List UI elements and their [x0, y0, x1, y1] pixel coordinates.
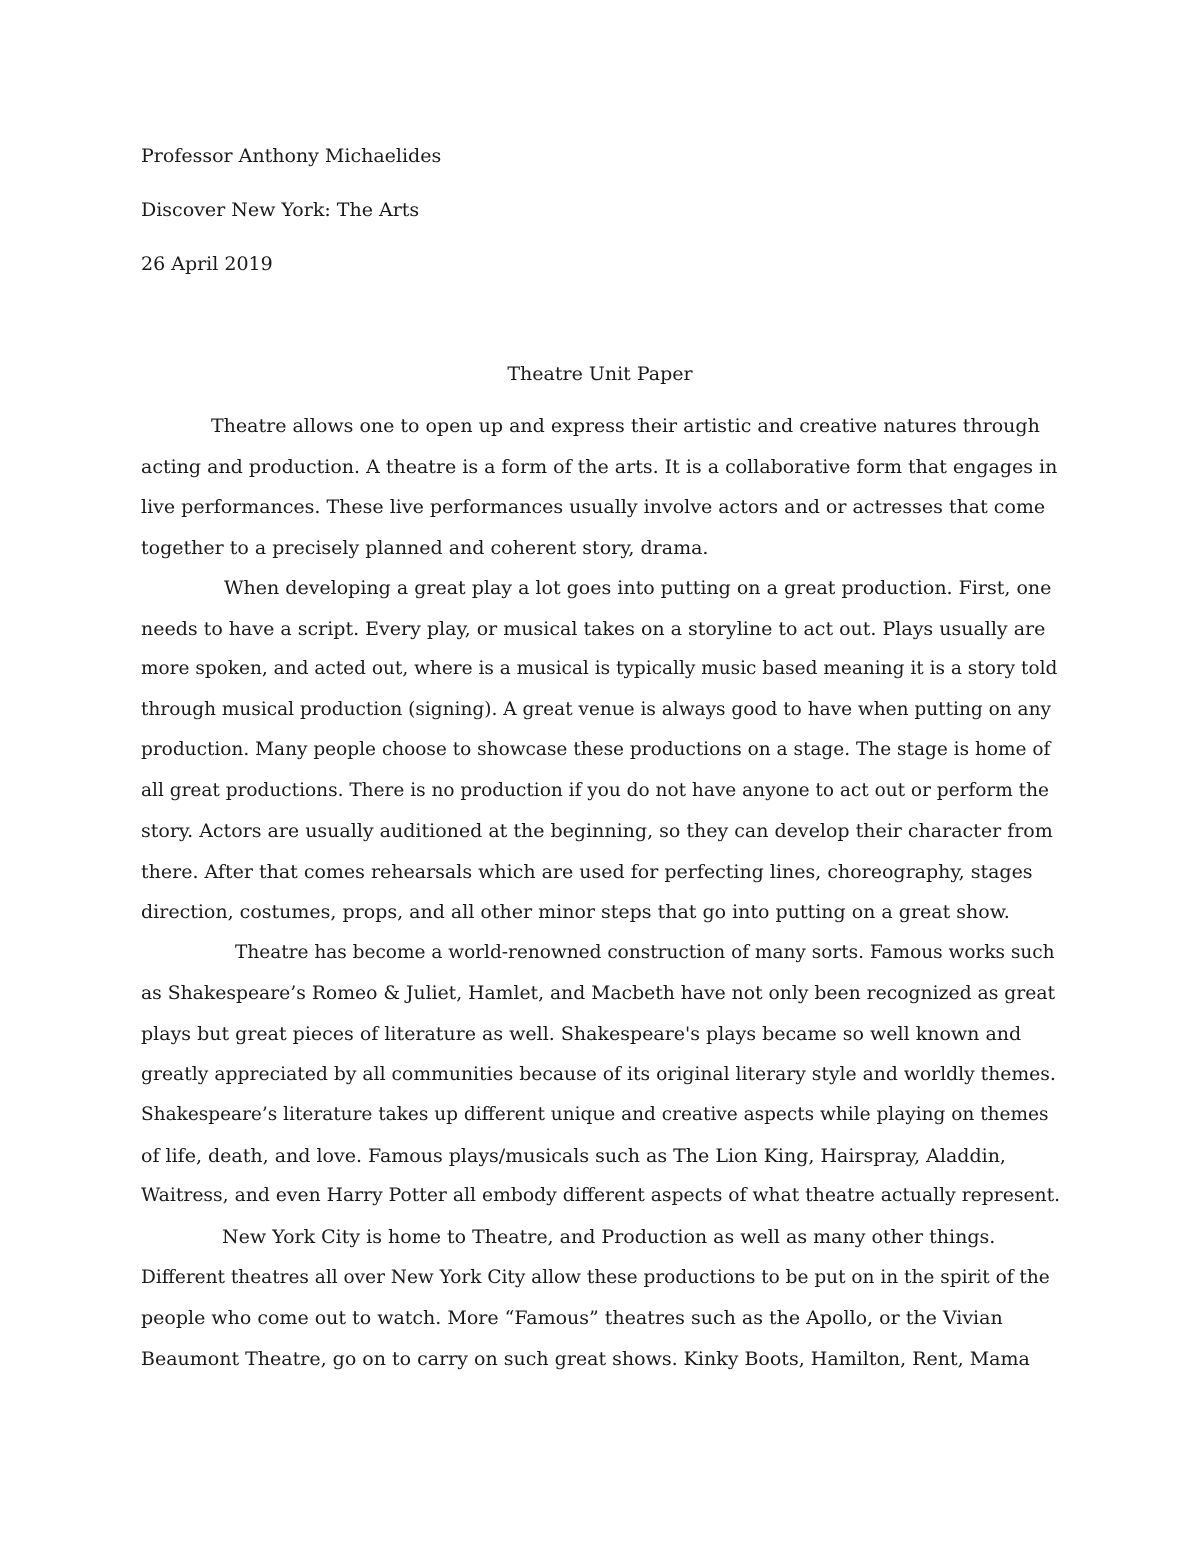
body-line: When developing a great play a lot goes into putting on a great production. First, one — [224, 577, 1052, 599]
body-line: as Shakespeare’s Romeo & Juliet, Hamlet, and Macbeth have not only been recognized as great — [141, 983, 1056, 1004]
body-line: more spoken, and acted out, where is a musical is typically music based meaning it is a story told — [141, 658, 1058, 679]
body-line: New York City is home to Theatre, and Production as well as many other things. — [222, 1226, 996, 1248]
paper-title: Theatre Unit Paper — [507, 363, 693, 385]
body-line: direction, costumes, props, and all other minor steps that go into putting on a great show. — [141, 901, 1010, 923]
body-line: live performances. These live performances usually involve actors and or actresses that come — [141, 496, 1046, 518]
body-line: together to a precisely planned and coherent story, drama. — [141, 537, 709, 559]
body-line: all great productions. There is no production if you do not have anyone to act out or perform the — [141, 780, 1049, 801]
body-line: people who come out to watch. More “Famous” theatres such as the Apollo, or the Vivian — [141, 1307, 1003, 1329]
body-line: acting and production. A theatre is a form of the arts. It is a collaborative form that engages in — [141, 456, 1058, 478]
instructor-name: Professor Anthony Michaelides — [141, 145, 442, 167]
body-line: Theatre allows one to open up and express their artistic and creative natures through — [211, 415, 1040, 437]
body-line: Theatre has become a world-renowned construction of many sorts. Famous works such — [235, 942, 1055, 963]
body-line: of life, death, and love. Famous plays/musicals such as The Lion King, Hairspray, Aladdin, — [141, 1145, 1006, 1167]
body-line: story. Actors are usually auditioned at the beginning, so they can develop their character from — [141, 820, 1053, 842]
body-line: Waitress, and even Harry Potter all embody different aspects of what theatre actually represent. — [141, 1185, 1061, 1206]
paper-date: 26 April 2019 — [141, 253, 273, 275]
body-line: needs to have a script. Every play, or musical takes on a storyline to act out. Plays usually are — [141, 618, 1046, 640]
body-line: Different theatres all over New York City allow these productions to be put on in the spirit of the — [141, 1267, 1050, 1288]
body-line: Beaumont Theatre, go on to carry on such great shows. Kinky Boots, Hamilton, Rent, Mama — [141, 1348, 1030, 1370]
body-line: plays but great pieces of literature as well. Shakespeare's plays became so well known and — [141, 1023, 1022, 1045]
body-line: Shakespeare’s literature takes up different unique and creative aspects while playing on themes — [141, 1104, 1049, 1125]
body-line: production. Many people choose to showcase these productions on a stage. The stage is home of — [141, 739, 1051, 760]
body-line: through musical production (signing). A great venue is always good to have when putting on any — [141, 699, 1051, 720]
body-line: there. After that comes rehearsals which are used for perfecting lines, choreography, stages — [141, 861, 1033, 883]
course-name: Discover New York: The Arts — [141, 199, 420, 221]
body-line: greatly appreciated by all communities because of its original literary style and worldly themes. — [141, 1064, 1056, 1085]
